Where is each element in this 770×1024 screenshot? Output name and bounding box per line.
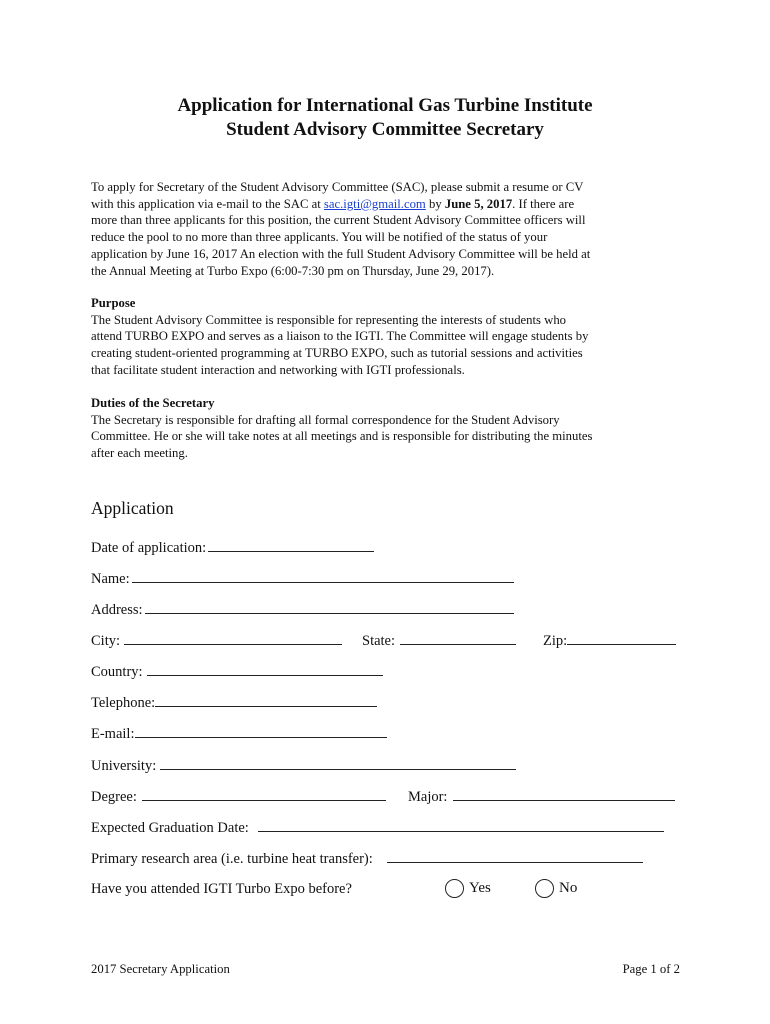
state-field[interactable] xyxy=(400,631,516,645)
degree-row xyxy=(91,787,386,806)
email-label: E-mail: xyxy=(91,726,135,742)
zip-row xyxy=(543,631,676,650)
attended-no-option[interactable] xyxy=(535,879,577,898)
city-label: City: xyxy=(91,633,121,649)
telephone-row xyxy=(91,693,377,712)
intro-paragraph xyxy=(91,179,691,279)
university-field[interactable] xyxy=(160,756,516,770)
email-row xyxy=(91,724,387,743)
duties-line-1: The Secretary is responsible for drafting all formal correspondence for the Student Advisory xyxy=(91,412,560,427)
duties-line-2: Committee. He or she will take notes at all meetings and is responsible for distributing the minutes xyxy=(91,429,593,444)
state-row xyxy=(362,631,516,650)
attended-row xyxy=(91,880,352,898)
address-row xyxy=(91,600,514,619)
country-field[interactable] xyxy=(147,662,383,676)
application-heading: Application xyxy=(91,498,174,518)
graduation-row xyxy=(91,818,664,837)
name-row xyxy=(91,569,514,588)
purpose-line-4: that facilitate student interaction and networking with IGTI professionals. xyxy=(91,362,465,377)
date-of-application-row xyxy=(91,538,374,557)
purpose-line-1: The Student Advisory Committee is responsible for representing the interests of students who xyxy=(91,312,566,327)
yes-label: Yes xyxy=(469,880,491,896)
degree-label: Degree: xyxy=(91,789,137,805)
address-label: Address: xyxy=(91,602,143,618)
intro-line-2-by: by xyxy=(425,196,445,211)
telephone-label: Telephone: xyxy=(91,695,156,711)
name-field[interactable] xyxy=(132,569,514,583)
major-row xyxy=(408,787,675,806)
zip-label: Zip: xyxy=(543,633,568,649)
intro-line-2-end: . If there are xyxy=(512,196,575,211)
footer-page-number: Page 1 of 2 xyxy=(622,962,680,976)
duties-line-3: after each meeting. xyxy=(91,446,188,461)
address-field[interactable] xyxy=(145,600,514,614)
degree-field[interactable] xyxy=(142,787,386,801)
name-label: Name: xyxy=(91,571,130,587)
university-label: University: xyxy=(91,758,157,774)
research-field[interactable] xyxy=(387,849,643,863)
research-label: Primary research area (i.e. turbine heat transfer): xyxy=(91,851,373,867)
major-field[interactable] xyxy=(453,787,675,801)
telephone-field[interactable] xyxy=(155,693,377,707)
footer-left: 2017 Secretary Application xyxy=(91,962,230,976)
email-field[interactable] xyxy=(135,724,387,738)
document-title-line-1: Application for International Gas Turbine Institute xyxy=(177,95,593,116)
university-row xyxy=(91,756,516,775)
no-radio-icon[interactable] xyxy=(535,879,554,898)
graduation-field[interactable] xyxy=(258,818,664,832)
date-of-application-label: Date of application: xyxy=(91,540,207,556)
intro-line-2-text: with this application via e-mail to the SAC at xyxy=(91,196,324,211)
document-title-line-2: Student Advisory Committee Secretary xyxy=(226,119,544,140)
duties-heading: Duties of the Secretary xyxy=(91,396,215,410)
graduation-label: Expected Graduation Date: xyxy=(91,820,249,836)
intro-line-1: To apply for Secretary of the Student Advisory Committee (SAC), please submit a resume or CV xyxy=(91,180,584,194)
purpose-line-3: creating student-oriented programming at TURBO EXPO, such as tutorial sessions and activities xyxy=(91,346,583,361)
research-row xyxy=(91,849,643,868)
city-row xyxy=(91,631,342,650)
duties-section xyxy=(91,395,691,462)
purpose-heading: Purpose xyxy=(91,296,136,310)
intro-line-2 xyxy=(91,196,691,213)
intro-line-4: reduce the pool to no more than three applicants. You will be notified of the status of your xyxy=(91,230,548,245)
intro-line-5: application by June 16, 2017 An election with the full Student Advisory Committee will be held at xyxy=(91,246,591,261)
zip-field[interactable] xyxy=(567,631,676,645)
sac-email-link[interactable]: sac.igti@gmail.com xyxy=(323,196,426,211)
deadline-date: June 5, 2017 xyxy=(444,196,513,211)
country-row xyxy=(91,662,383,681)
country-label: Country: xyxy=(91,664,143,680)
major-label: Major: xyxy=(408,789,448,805)
purpose-line-2: attend TURBO EXPO and serves as a liaison to the IGTI. The Committee will engage students by xyxy=(91,329,589,344)
yes-radio-icon[interactable] xyxy=(445,879,464,898)
intro-line-3: more than three applicants for this position, the current Student Advisory Committee officers will xyxy=(91,213,586,228)
state-label: State: xyxy=(362,633,396,649)
attended-label: Have you attended IGTI Turbo Expo before? xyxy=(91,881,352,897)
date-of-application-field[interactable] xyxy=(208,538,374,552)
purpose-section xyxy=(91,295,691,379)
city-field[interactable] xyxy=(124,631,342,645)
intro-line-6: the Annual Meeting at Turbo Expo (6:00-7:30 pm on Thursday, June 29, 2017). xyxy=(91,263,495,278)
attended-yes-option[interactable] xyxy=(445,879,491,898)
no-label: No xyxy=(559,880,578,896)
